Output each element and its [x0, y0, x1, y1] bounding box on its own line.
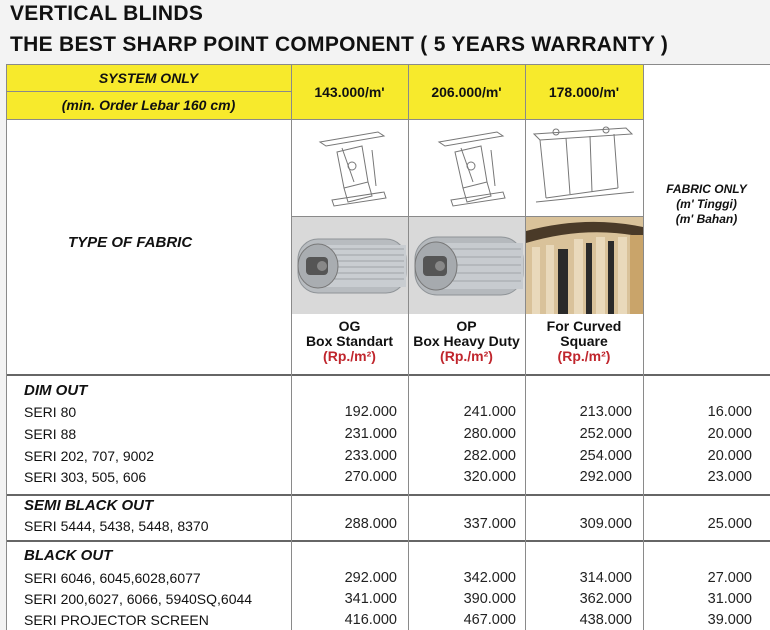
page-title: VERTICAL BLINDS: [10, 2, 204, 25]
price-curved-system: 178.000/m': [548, 83, 620, 100]
row-label: SERI 88: [24, 426, 77, 442]
price-op: 280.000: [463, 426, 516, 442]
row-label: SERI 200,6027, 6066, 5940SQ,6044: [24, 591, 253, 607]
op-bracket-diagram: [409, 122, 525, 215]
type-of-fabric-label: TYPE OF FABRIC: [68, 234, 193, 251]
price-og-system: 143.000/m': [314, 83, 385, 100]
fabric-only-header: [643, 182, 770, 227]
price-og: 233.000: [344, 448, 397, 464]
price-op: 320.000: [463, 469, 516, 485]
price-fabric: 27.000: [707, 570, 752, 586]
price-fabric: 23.000: [707, 469, 752, 485]
price-op-system: 206.000/m': [431, 83, 502, 100]
price-og: 231.000: [344, 426, 397, 442]
row-label: SERI 202, 707, 9002: [24, 448, 154, 464]
product-curved-unit: (Rp./m²): [557, 348, 611, 364]
price-op: 342.000: [463, 570, 516, 586]
price-curved: 438.000: [579, 612, 632, 628]
og-bracket-diagram: [292, 122, 408, 215]
row-label: SERI PROJECTOR SCREEN: [24, 612, 209, 628]
fabric-only-label: FABRIC ONLY: [666, 182, 747, 196]
system-only-label: SYSTEM ONLY: [98, 70, 199, 86]
product-og-code: OG: [338, 318, 361, 334]
product-op: [408, 319, 525, 364]
group-title-semi-black-out: SEMI BLACK OUT: [24, 497, 154, 514]
price-op: 241.000: [463, 404, 516, 420]
product-op-name: Box Heavy Duty: [413, 333, 520, 349]
row-label: SERI 6046, 6045,6028,6077: [24, 570, 201, 586]
price-op: 282.000: [463, 448, 516, 464]
price-curved: 362.000: [579, 591, 632, 607]
op-profile-photo: [409, 217, 525, 314]
product-curved: [525, 319, 643, 364]
row-label: SERI 80: [24, 404, 77, 420]
product-op-unit: (Rp./m²): [440, 348, 493, 364]
price-fabric: 20.000: [707, 448, 752, 464]
fabric-only-width: (m' Bahan): [675, 212, 738, 226]
product-og-unit: (Rp./m²): [323, 348, 376, 364]
price-op: 337.000: [463, 516, 516, 532]
price-og: 416.000: [344, 612, 397, 628]
price-fabric: 16.000: [707, 404, 752, 420]
price-fabric: 39.000: [707, 612, 752, 628]
product-og: [291, 319, 408, 364]
price-table: [6, 64, 770, 630]
price-og: 292.000: [344, 570, 397, 586]
price-og: 341.000: [344, 591, 397, 607]
curved-track-diagram: [526, 122, 643, 215]
price-curved: 252.000: [579, 426, 632, 442]
price-curved: 213.000: [579, 404, 632, 420]
product-og-name: Box Standart: [305, 333, 394, 349]
price-fabric: 20.000: [707, 426, 752, 442]
group-title-dim-out: DIM OUT: [24, 382, 88, 399]
og-profile-photo: [292, 217, 408, 314]
price-fabric: 25.000: [707, 516, 752, 532]
page-subtitle: THE BEST SHARP POINT COMPONENT ( 5 YEARS WARRANTY ): [10, 33, 669, 56]
price-op: 390.000: [463, 591, 516, 607]
price-curved: 309.000: [579, 516, 632, 532]
fabric-only-height: (m' Tinggi): [676, 197, 737, 211]
product-op-code: OP: [456, 318, 477, 334]
min-order-label: (min. Order Lebar 160 cm): [61, 97, 236, 113]
price-fabric: 31.000: [707, 591, 752, 607]
curved-installation-photo: [526, 217, 643, 314]
price-curved: 314.000: [579, 570, 632, 586]
row-label: SERI 303, 505, 606: [24, 469, 147, 485]
product-curved-name: Square: [560, 333, 608, 349]
row-label: SERI 5444, 5438, 5448, 8370: [24, 518, 209, 534]
price-og: 288.000: [344, 516, 397, 532]
price-og: 270.000: [344, 469, 397, 485]
price-curved: 292.000: [579, 469, 632, 485]
price-curved: 254.000: [579, 448, 632, 464]
price-op: 467.000: [463, 612, 516, 628]
group-title-black-out: BLACK OUT: [24, 547, 113, 564]
price-og: 192.000: [344, 404, 397, 420]
product-curved-code: For Curved: [546, 318, 622, 334]
